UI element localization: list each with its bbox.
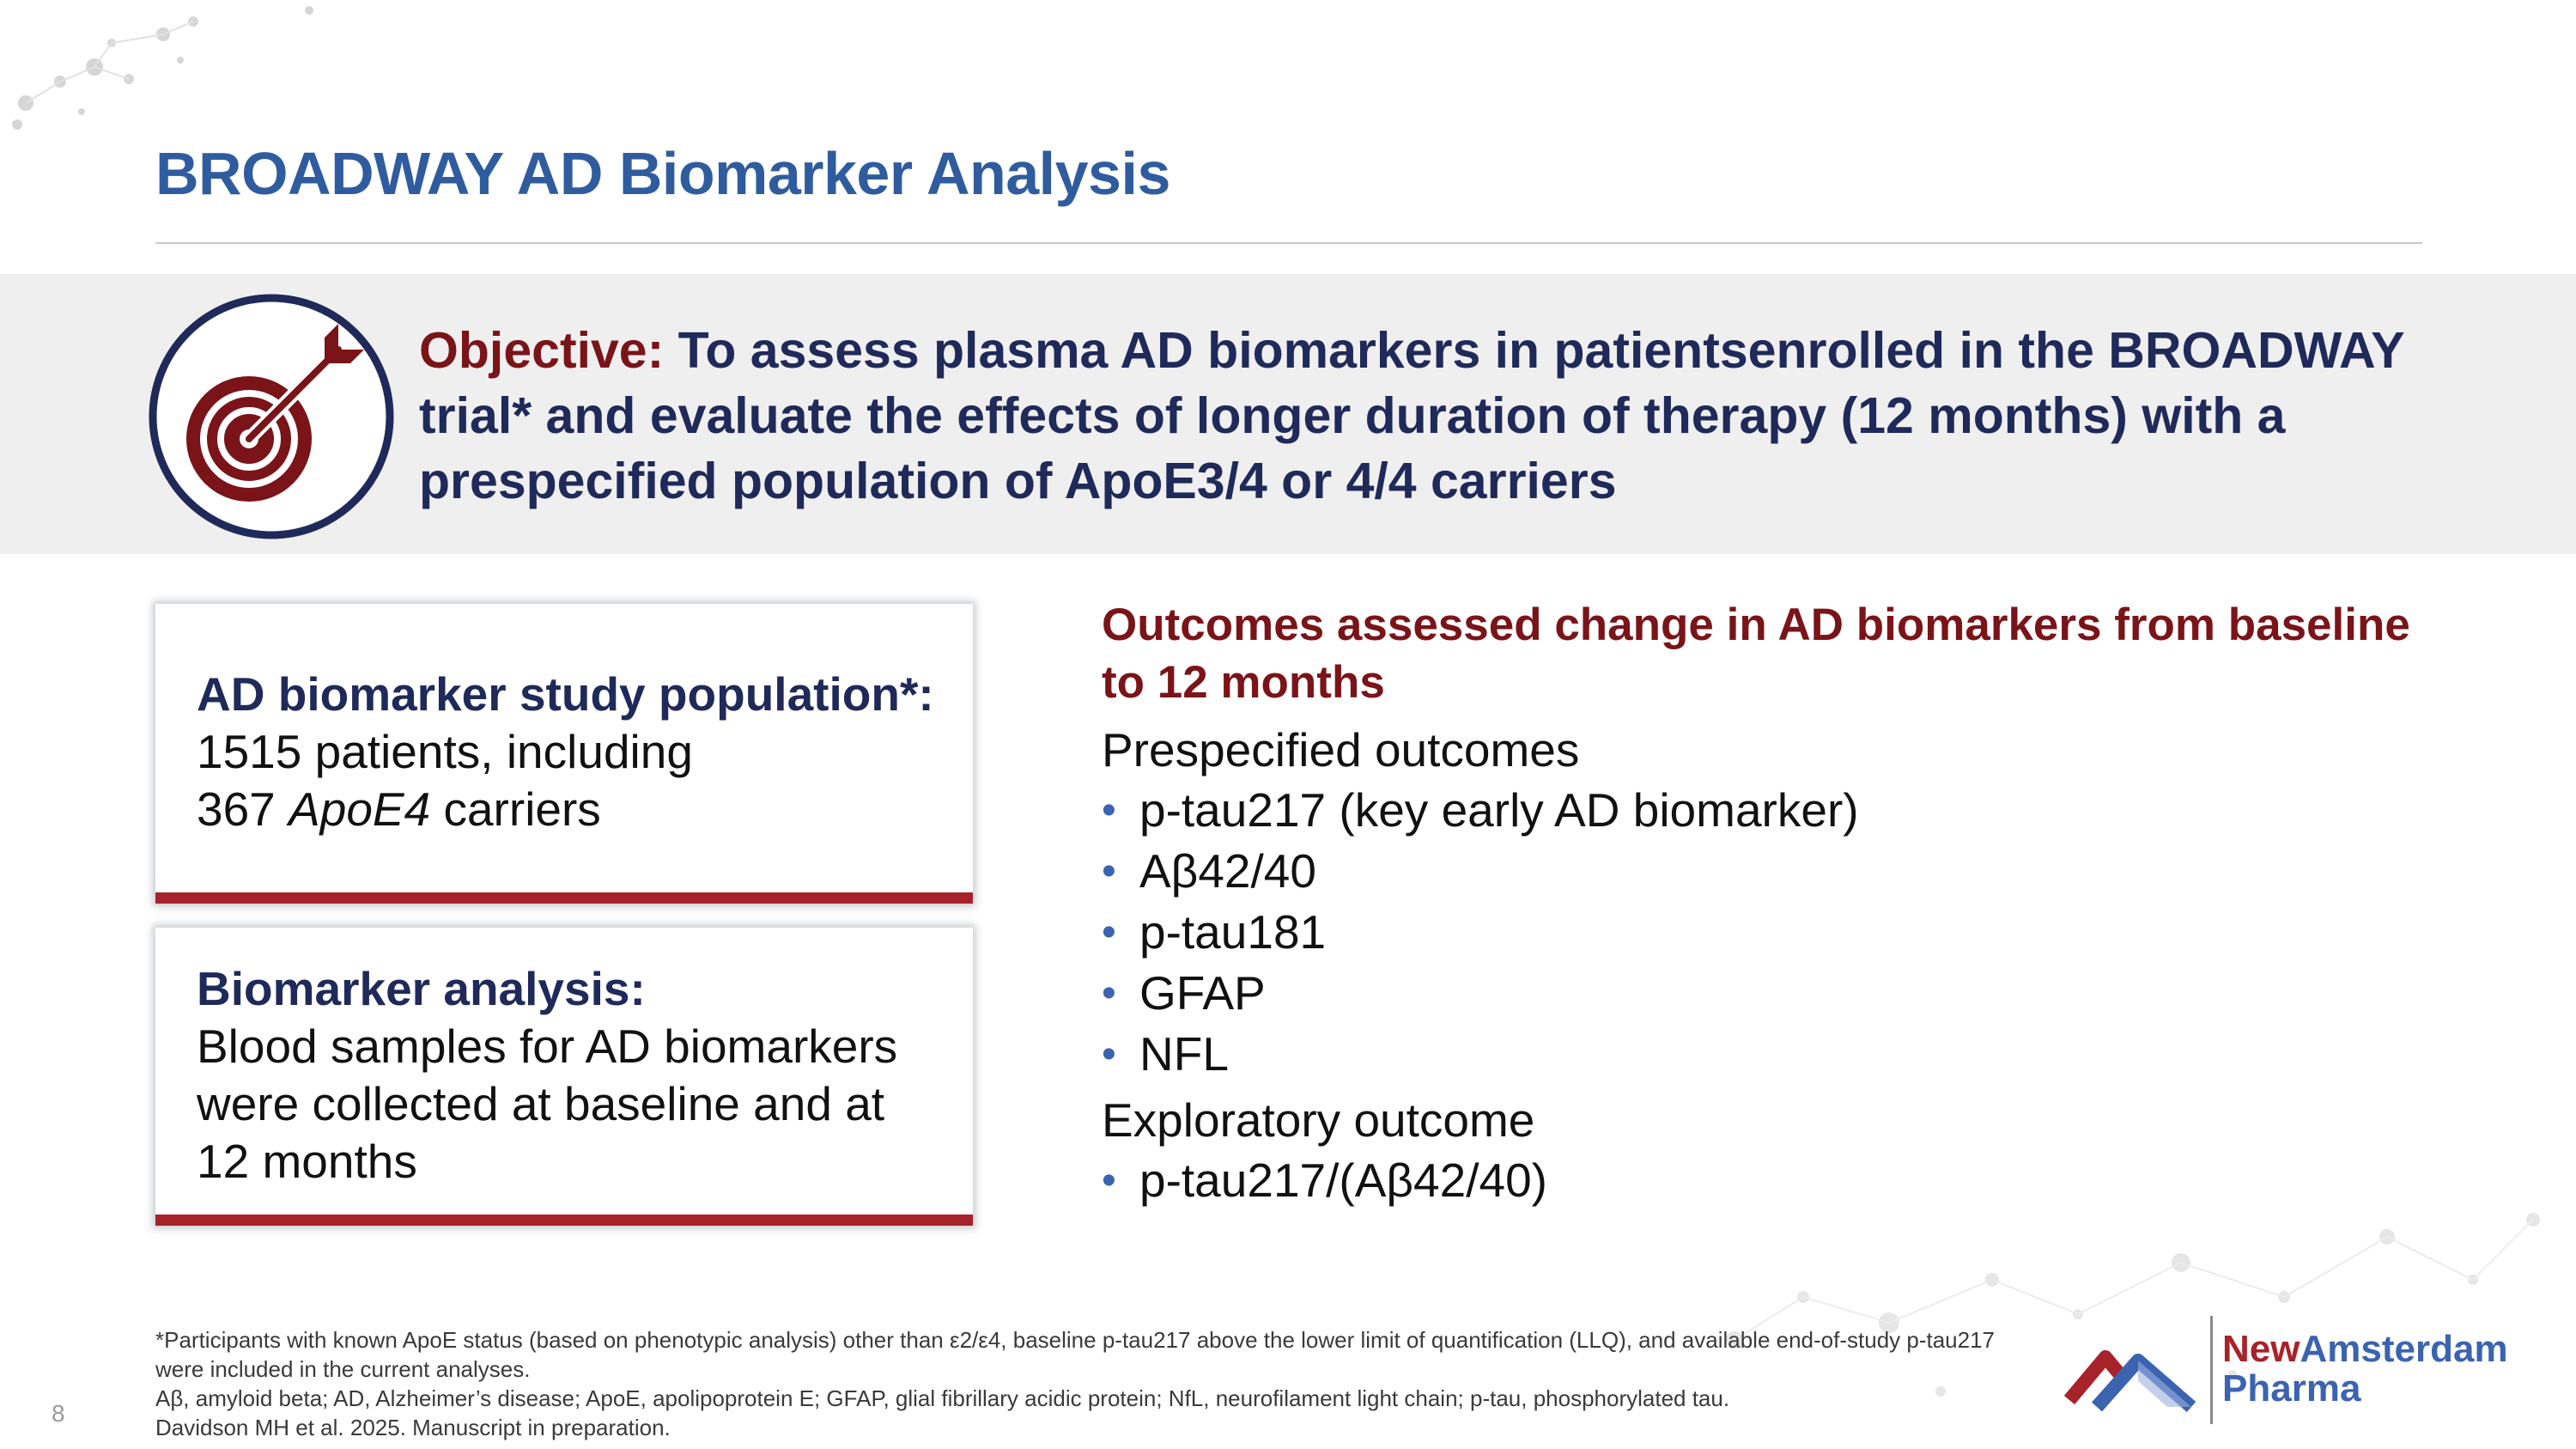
logo-mark-icon: [2063, 1314, 2200, 1426]
study-population-heading: AD biomarker study population*:: [197, 667, 934, 721]
biomarker-analysis-heading: Biomarker analysis:: [197, 962, 646, 1015]
list-item: • Aβ42/40: [1102, 841, 2441, 902]
list-item: • p-tau217/(Aβ42/40): [1102, 1150, 2441, 1211]
bullet-icon: •: [1102, 788, 1116, 833]
biomarker-analysis-body: Blood samples for AD biomarkers were collected at baseline and at 12 months: [197, 1020, 898, 1188]
page-title: BROADWAY AD Biomarker Analysis: [155, 140, 1170, 207]
list-item: • GFAP: [1102, 963, 2441, 1024]
logo-divider: [2210, 1316, 2213, 1424]
logo-text-new: New: [2222, 1328, 2300, 1370]
list-item: • p-tau181: [1102, 902, 2441, 963]
outcomes-section: [1102, 596, 2441, 1211]
exploratory-outcome-label: Exploratory outcome: [1102, 1093, 1535, 1147]
bullet-icon: •: [1102, 1032, 1116, 1077]
footnote-participants: *Participants with known ApoE status (based on phenotypic analysis) other than ε2/ε4, baseline p-tau217 above the lower limit of quantification (LLQ), and available end-of-study p-tau217 were included in the current analyses.: [155, 1327, 1996, 1382]
objective-statement: [419, 318, 2420, 514]
study-population-line1: 1515 patients, including: [197, 725, 693, 778]
logo-text-pharma: Pharma: [2222, 1367, 2361, 1409]
molecule-decoration-top-left: [0, 0, 361, 146]
logo-wordmark: [2222, 1330, 2508, 1409]
footnotes: [155, 1325, 2044, 1442]
list-item: • p-tau217 (key early AD biomarker): [1102, 780, 2441, 841]
company-logo: [2063, 1314, 2509, 1426]
study-population-card: [155, 604, 973, 904]
bullet-icon: •: [1102, 849, 1116, 894]
bullet-icon: •: [1102, 971, 1116, 1016]
study-population-line2: [197, 781, 947, 838]
biomarker-analysis-card: [155, 928, 973, 1226]
objective-text: To assess plasma AD biomarkers in patientsenrolled in the BROADWAY trial* and evaluate the effects of longer duration of therapy (12 months) with a prespecified population of ApoE3/4 or 4/4 carriers: [419, 322, 2404, 509]
carrier-suffix: carriers: [430, 782, 601, 836]
logo-text-amsterdam: Amsterdam: [2300, 1328, 2508, 1370]
exploratory-outcomes-list: [1102, 1150, 2441, 1211]
footnote-reference: Davidson MH et al. 2025. Manuscript in preparation.: [155, 1415, 671, 1440]
prespecified-outcomes-label: Prespecified outcomes: [1102, 723, 1580, 776]
bullet-icon: •: [1102, 1158, 1116, 1203]
objective-label: Objective:: [419, 322, 665, 379]
bullet-icon: •: [1102, 910, 1116, 955]
carrier-count: 367: [197, 782, 289, 836]
title-divider: [155, 242, 2422, 244]
list-item: • NFL: [1102, 1024, 2441, 1085]
target-icon: [148, 293, 395, 540]
page-number: 8: [52, 1400, 65, 1427]
gene-name: ApoE4: [289, 782, 431, 836]
footnote-abbreviations: Aβ, amyloid beta; AD, Alzheimer’s disease; ApoE, apolipoprotein E; GFAP, glial fibrillary acidic protein; NfL, neurofilament light chain; p-tau, phosphorylated tau.: [155, 1385, 1730, 1411]
outcomes-heading: Outcomes assessed change in AD biomarkers from baseline to 12 months: [1102, 600, 2410, 708]
prespecified-outcomes-list: [1102, 780, 2441, 1085]
